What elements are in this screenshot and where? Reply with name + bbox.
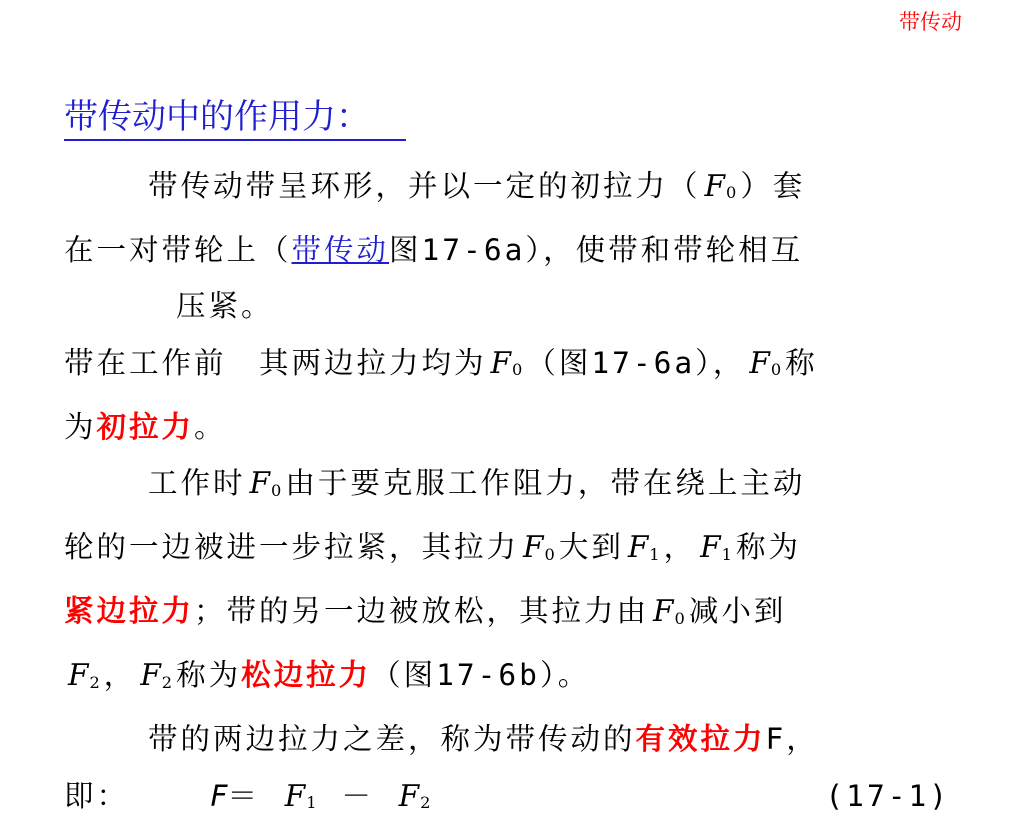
symbol-f2: $F_2$: [68, 658, 100, 693]
paragraph-initial-tension: [64, 158, 964, 335]
text-fragment: 轮的一边被进一步拉紧，其拉力: [64, 530, 520, 565]
term-effective-tension: 有效拉力: [635, 722, 766, 757]
corner-title: 带传动: [899, 10, 962, 34]
text-fragment: （图17-6b）。: [371, 658, 591, 693]
paragraph-before-work: [64, 335, 964, 455]
text-fragment: 减小到: [688, 594, 787, 629]
paragraph-effective-tension: [64, 711, 964, 768]
text-fragment: F，: [765, 722, 819, 757]
equation-number: (17-1): [825, 778, 950, 813]
text-fragment: 由于要克服工作阻力，带在绕上主动: [285, 466, 806, 501]
text-fragment: ，: [663, 530, 697, 565]
belt-drive-link[interactable]: 带传动: [291, 232, 390, 267]
symbol-f2: $F_2$: [398, 778, 431, 813]
symbol-f1: $F_1$: [700, 530, 732, 565]
minus-sign: －: [341, 778, 374, 813]
paragraph-during-work: [64, 455, 964, 711]
symbol-f2: $F_2$: [140, 658, 173, 693]
text-fragment: ）套: [740, 169, 806, 203]
symbol-f0: $F_0$: [749, 345, 782, 380]
text-fragment: 在一对带轮上（: [64, 232, 292, 267]
slide-body: [64, 158, 964, 831]
symbol-f0: $F_0$: [490, 345, 523, 380]
equals-sign: ＝: [227, 778, 261, 813]
text-fragment: 即：: [64, 778, 130, 813]
equation-line: [64, 768, 964, 831]
symbol-f1: $F_1$: [627, 530, 660, 565]
text-fragment: 大到: [558, 530, 624, 565]
symbol-f0: $F_0$: [249, 466, 282, 501]
term-initial-tension: 初拉力: [96, 409, 195, 444]
symbol-f1: $F_1$: [284, 778, 317, 813]
text-fragment: ，: [103, 658, 137, 693]
symbol-f0: $F_0$: [523, 530, 555, 565]
term-slack-side-tension: 松边拉力: [241, 658, 372, 693]
text-fragment: 带在工作前 其两边拉力均为: [64, 345, 487, 380]
symbol-f0: $F_0$: [653, 594, 685, 629]
text-fragment: 带的两边拉力之差，称为带传动的: [148, 722, 636, 757]
text-fragment: 图17-6a），使带和带轮相互: [389, 232, 804, 267]
text-fragment: （图17-6a），: [526, 345, 746, 380]
text-fragment: 为: [64, 409, 97, 444]
text-fragment: 称为: [735, 530, 801, 565]
text-fragment: 。: [194, 409, 227, 444]
text-fragment: ；带的另一边被放松，其拉力由: [194, 594, 650, 629]
text-fragment: 称为: [176, 658, 242, 693]
slide-heading: 带传动中的作用力：: [64, 96, 406, 141]
text-fragment: 工作时: [148, 466, 246, 501]
text-fragment: 称: [785, 345, 818, 380]
symbol-f0: $F_0$: [704, 169, 737, 203]
term-tight-side-tension: 紧边拉力: [64, 594, 195, 629]
text-fragment: 压紧。: [176, 289, 274, 324]
text-fragment: 带传动带呈环形，并以一定的初拉力（: [148, 169, 701, 203]
equation-lhs: F: [210, 778, 228, 813]
